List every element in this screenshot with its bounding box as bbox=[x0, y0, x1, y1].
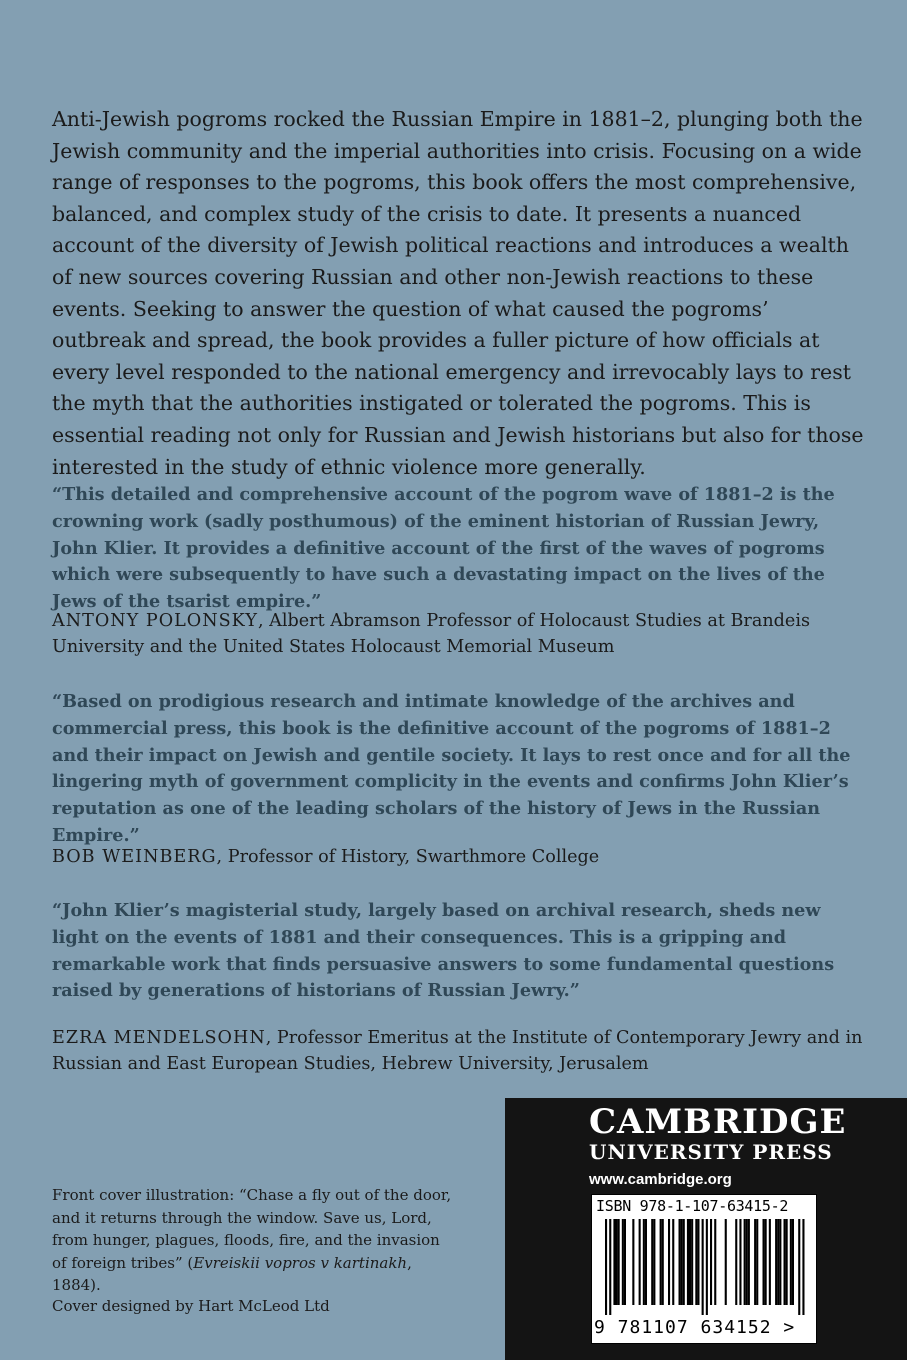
barcode-bar bbox=[683, 1219, 685, 1305]
barcode-bar bbox=[697, 1219, 699, 1305]
barcode-bar bbox=[746, 1219, 748, 1305]
barcode-bar bbox=[769, 1219, 771, 1305]
barcode-bar bbox=[639, 1219, 641, 1305]
publisher-logo-subname: UNIVERSITY PRESS bbox=[589, 1140, 833, 1164]
barcode-bar bbox=[714, 1219, 716, 1305]
barcode-bars bbox=[596, 1219, 812, 1317]
barcode-bar bbox=[765, 1219, 767, 1305]
barcode-bar bbox=[609, 1219, 611, 1315]
illustration-source-title: Evreiskii vopros v kartinakh bbox=[193, 1253, 408, 1272]
barcode-bar bbox=[681, 1219, 683, 1305]
barcode-bar bbox=[744, 1219, 746, 1305]
endorsement-quote-1: “This detailed and comprehensive account of the pogrom wave of 1881–2 is the crowning work (sadly posthumous) of the eminent historian of Russian Jewry, John Klier. It provides a definitive account of the first of the waves of pogroms which were subsequently to have such a devastating impact on the lives of the Jews of the tsarist empire.” bbox=[52, 484, 835, 613]
barcode-bar bbox=[779, 1219, 781, 1305]
barcode-bar bbox=[702, 1219, 704, 1315]
barcode-bar bbox=[756, 1219, 758, 1305]
barcode-bar bbox=[739, 1219, 741, 1305]
barcode-bar bbox=[613, 1219, 615, 1305]
barcode-bar bbox=[706, 1219, 708, 1315]
endorser-name: ANTONY POLONSKY bbox=[52, 611, 258, 631]
barcode-bar bbox=[802, 1219, 804, 1315]
barcode-bar bbox=[622, 1219, 624, 1305]
publisher-logo-name: CAMBRIDGE bbox=[589, 1102, 847, 1142]
barcode-bar bbox=[605, 1219, 607, 1315]
barcode-bar bbox=[790, 1219, 792, 1305]
barcode-bar bbox=[672, 1219, 674, 1305]
endorsement-attribution-1 bbox=[52, 608, 864, 660]
endorsement-quote-2: “Based on prodigious research and intimate knowledge of the archives and commercial press, this book is the definitive account of the pogroms of 1881–2 and their impact on Jewish and gentile society. It lays to rest once and for all the lingering myth of government complicity in the events and confirms John Klier’s reputation as one of the leading scholars of the history of Jews in the Russian Empire.” bbox=[52, 691, 851, 846]
endorsement-attribution-3 bbox=[52, 1025, 864, 1077]
endorser-affiliation: , Professor of History, Swarthmore College bbox=[216, 847, 600, 867]
barcode-bar bbox=[632, 1219, 634, 1305]
barcode-bar bbox=[725, 1219, 727, 1305]
barcode-bar bbox=[763, 1219, 765, 1305]
barcode-bar bbox=[651, 1219, 653, 1305]
barcode-bar bbox=[653, 1219, 655, 1305]
endorser-name: BOB WEINBERG bbox=[52, 847, 217, 867]
barcode-bar bbox=[748, 1219, 750, 1305]
barcode-bar bbox=[662, 1219, 664, 1305]
isbn-barcode bbox=[591, 1194, 817, 1344]
book-description: Anti-Jewish pogroms rocked the Russian Empire in 1881–2, plunging both the Jewish community and the imperial authorities into crisis. Focusing on a wide range of responses to the pogroms, this book offers the most comprehensive, balanced, and complex study of the crisis to date. It presents a nuanced account of the diversity of Jewish political reactions and introduces a wealth of new sources covering Russian and other non-Jewish reactions to these events. Seeking to answer the question of what caused the pogroms’ outbreak and spread, the book provides a fuller picture of how officials at every level responded to the national emergency and irrevocably lays to rest the myth that the authorities instigated or tolerated the pogroms. This is essential reading not only for Russian and Jewish historians but also for those interested in the study of ethnic violence more generally. bbox=[52, 107, 864, 479]
barcode-bar bbox=[643, 1219, 645, 1305]
endorser-affiliation: , Professor Emeritus at the Institute of Contemporary Jewry and in Russian and East European Studies, Hebrew University, Jerusalem bbox=[52, 1028, 863, 1074]
barcode-bar bbox=[616, 1219, 618, 1305]
barcode-bar bbox=[645, 1219, 647, 1305]
cover-illustration-note: Front cover illustration: “Chase a fly out of the door, and it returns through the window. Save us, Lord, from hunger, plagues, floods, fire, and the invasion of foreign tribes” (Evreiskii vopros v kartinakh, 1884). bbox=[52, 1186, 452, 1294]
endorsement-attribution-2 bbox=[52, 844, 864, 870]
barcode-bar bbox=[710, 1219, 712, 1305]
barcode-bar bbox=[792, 1219, 794, 1305]
endorser-name: EZRA MENDELSOHN bbox=[52, 1028, 266, 1048]
barcode-bar bbox=[735, 1219, 737, 1305]
cover-design-credit: Cover designed by Hart McLeod Ltd bbox=[52, 1297, 330, 1315]
barcode-bar bbox=[786, 1219, 788, 1305]
barcode-bar bbox=[784, 1219, 786, 1305]
barcode-bar bbox=[691, 1219, 693, 1305]
publisher-panel bbox=[505, 1098, 907, 1360]
isbn-label: ISBN 978-1-107-63415-2 bbox=[596, 1197, 789, 1215]
publisher-url: www.cambridge.org bbox=[589, 1171, 732, 1188]
barcode-bar bbox=[695, 1219, 697, 1305]
barcode-bar bbox=[660, 1219, 662, 1305]
barcode-digits: 9 781107 634152 > bbox=[594, 1317, 796, 1338]
endorsement-quote-3: “John Klier’s magisterial study, largely based on archival research, sheds new light on the events of 1881 and their consequences. This is a gripping and remarkable work that finds persuasive answers to some fundamental questions raised by generations of historians of Russian Jewry.” bbox=[52, 900, 835, 1002]
barcode-bar bbox=[689, 1219, 691, 1305]
barcode-bar bbox=[775, 1219, 777, 1305]
barcode-bar bbox=[754, 1219, 756, 1305]
barcode-bar bbox=[777, 1219, 779, 1305]
endorser-affiliation: , Albert Abramson Professor of Holocaust Studies at Brandeis University and the United States Holocaust Memorial Museum bbox=[52, 611, 810, 657]
barcode-bar bbox=[687, 1219, 689, 1305]
barcode-bar bbox=[618, 1219, 620, 1305]
barcode-bar bbox=[798, 1219, 800, 1315]
barcode-bar bbox=[679, 1219, 681, 1305]
barcode-bar bbox=[624, 1219, 626, 1305]
barcode-bar bbox=[668, 1219, 670, 1305]
